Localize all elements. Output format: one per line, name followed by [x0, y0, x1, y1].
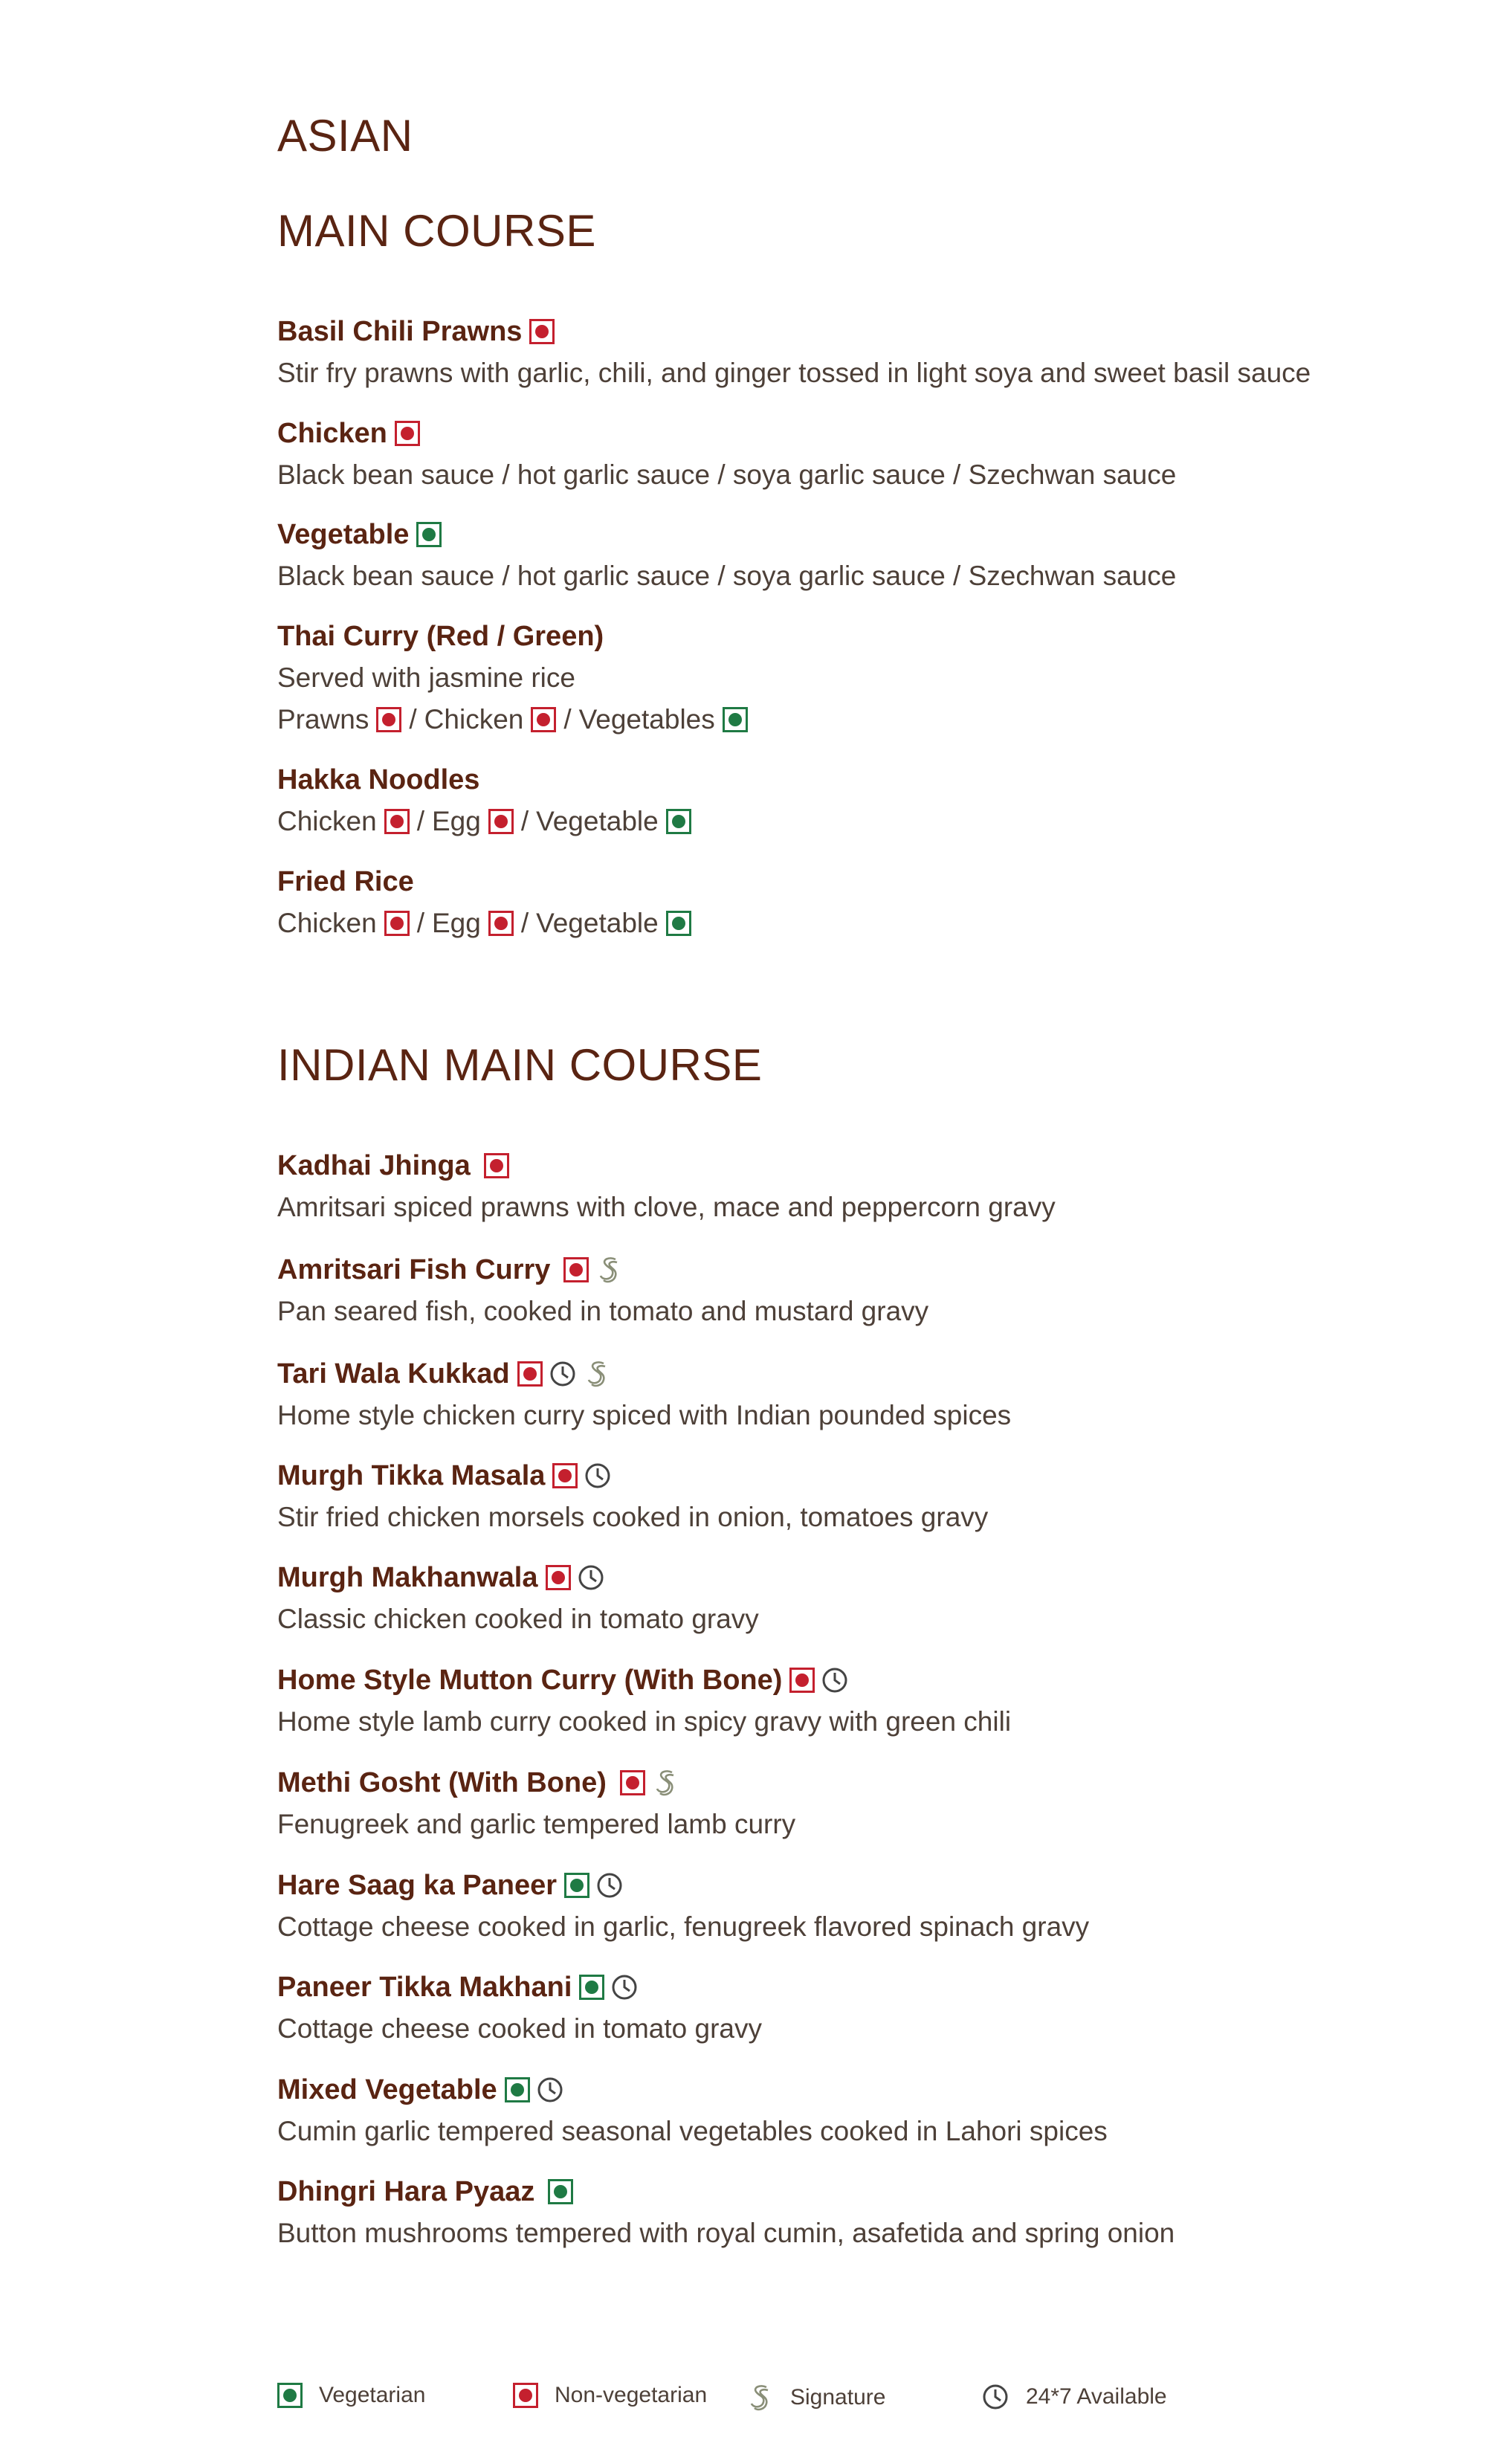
item-title: Home Style Mutton Curry (With Bone) [277, 1664, 783, 1696]
non-veg-icon [552, 1463, 578, 1488]
non-veg-icon [529, 319, 555, 344]
legend-non-vegetarian [513, 2383, 707, 2408]
item-description: Served with jasmine rice [277, 662, 575, 693]
item-options: Prawns / Chicken / Vegetables [277, 699, 1437, 740]
veg-icon [564, 1873, 589, 1898]
non-veg-icon [488, 809, 514, 834]
option-label: Chicken [277, 908, 377, 938]
section-heading-indian: INDIAN MAIN COURSE [277, 1040, 763, 1090]
menu-item [277, 1557, 1437, 1640]
item-description: Black bean sauce / hot garlic sauce / soya garlic sauce / Szechwan sauce [277, 561, 1177, 591]
option-label: Egg [431, 908, 481, 938]
veg-icon [548, 2179, 573, 2204]
option-label: Chicken [424, 704, 524, 735]
menu-item [277, 1249, 1437, 1332]
item-description: Classic chicken cooked in tomato gravy [277, 1604, 759, 1634]
menu-item [277, 1353, 1437, 1436]
option-label: Vegetable [536, 806, 659, 836]
menu-item [277, 861, 1437, 944]
signature-icon [595, 1255, 623, 1285]
non-veg-icon [376, 707, 401, 732]
veg-icon [666, 911, 691, 936]
non-veg-icon [517, 1361, 543, 1387]
non-veg-icon [789, 1668, 815, 1693]
non-veg-icon [546, 1565, 571, 1590]
menu-item [277, 759, 1437, 842]
item-description: Fenugreek and garlic tempered lamb curry [277, 1809, 796, 1839]
non-veg-icon [531, 707, 556, 732]
signature-icon [651, 1768, 679, 1798]
clock-icon [595, 1871, 624, 1900]
item-description: Home style chicken curry spiced with Indian pounded spices [277, 1400, 1012, 1430]
veg-icon [723, 707, 748, 732]
legend-label: Vegetarian [319, 2383, 426, 2407]
item-title: Dhingri Hara Pyaaz [277, 2175, 535, 2207]
option-label: Prawns [277, 704, 369, 735]
clock-icon [584, 1462, 612, 1490]
option-label: Vegetable [536, 908, 659, 938]
item-title: Thai Curry (Red / Green) [277, 620, 604, 652]
item-description: Stir fried chicken morsels cooked in onion, tomatoes gravy [277, 1502, 989, 1532]
non-veg-icon [620, 1770, 645, 1795]
menu-item [277, 1762, 1437, 1845]
item-title: Vegetable [277, 518, 410, 550]
item-description: Button mushrooms tempered with royal cumin, asafetida and spring onion [277, 2218, 1175, 2248]
menu-item [277, 2069, 1437, 2152]
clock-icon [821, 1666, 849, 1694]
legend-label: Non-vegetarian [555, 2383, 708, 2407]
veg-icon [277, 2383, 303, 2408]
menu-item [277, 1455, 1437, 1538]
non-veg-icon [563, 1257, 589, 1282]
item-title: Basil Chili Prawns [277, 315, 523, 347]
item-title: Methi Gosht (With Bone) [277, 1766, 607, 1798]
veg-icon [666, 809, 691, 834]
item-title: Tari Wala Kukkad [277, 1358, 510, 1390]
item-title: Fried Rice [277, 865, 414, 897]
veg-icon [416, 522, 442, 547]
menu-item [277, 1659, 1437, 1743]
non-veg-icon [513, 2383, 538, 2408]
menu-item [277, 413, 1437, 496]
legend [277, 2383, 1318, 2420]
item-title: Chicken [277, 417, 387, 449]
menu-item [277, 514, 1437, 597]
option-label: Vegetables [578, 704, 715, 735]
item-title: Murgh Tikka Masala [277, 1459, 546, 1491]
clock-icon [610, 1973, 639, 2001]
section-heading-main-course: MAIN COURSE [277, 206, 596, 256]
non-veg-icon [484, 1153, 509, 1178]
item-title: Hakka Noodles [277, 764, 480, 795]
item-options: Chicken / Egg / Vegetable [277, 903, 1437, 944]
item-description: Cottage cheese cooked in tomato gravy [277, 2013, 762, 2044]
veg-icon [579, 1975, 604, 2000]
item-title: Paneer Tikka Makhani [277, 1971, 572, 2003]
clock-icon [549, 1360, 577, 1388]
legend-label: 24*7 Available [1026, 2384, 1167, 2409]
option-label: Egg [431, 806, 481, 836]
menu-item [277, 1145, 1437, 1228]
item-description: Cumin garlic tempered seasonal vegetables cooked in Lahori spices [277, 2116, 1108, 2146]
non-veg-icon [488, 911, 514, 936]
item-title: Kadhai Jhinga [277, 1149, 471, 1181]
menu-item [277, 1966, 1437, 2050]
menu-item [277, 616, 1437, 740]
option-label: Chicken [277, 806, 377, 836]
legend-available [981, 2383, 1167, 2411]
legend-signature [746, 2383, 885, 2412]
item-title: Murgh Makhanwala [277, 1561, 538, 1593]
non-veg-icon [395, 421, 420, 446]
clock-icon [577, 1563, 605, 1592]
menu-item [277, 2171, 1437, 2254]
clock-icon [536, 2076, 564, 2104]
veg-icon [505, 2077, 530, 2102]
item-description: Stir fry prawns with garlic, chili, and ginger tossed in light soya and sweet basil sauce [277, 358, 1311, 388]
item-title: Mixed Vegetable [277, 2073, 497, 2105]
non-veg-icon [384, 911, 410, 936]
menu-item [277, 311, 1437, 394]
menu-item [277, 1865, 1437, 1948]
item-title: Amritsari Fish Curry [277, 1253, 551, 1285]
legend-vegetarian [277, 2383, 425, 2408]
section-heading-asian: ASIAN [277, 111, 413, 161]
item-description: Black bean sauce / hot garlic sauce / soya garlic sauce / Szechwan sauce [277, 459, 1177, 490]
item-description: Amritsari spiced prawns with clove, mace and peppercorn gravy [277, 1192, 1056, 1222]
signature-icon [746, 2383, 774, 2412]
item-description: Cottage cheese cooked in garlic, fenugreek flavored spinach gravy [277, 1911, 1090, 1942]
item-options: Chicken / Egg / Vegetable [277, 801, 1437, 842]
signature-icon [583, 1359, 611, 1389]
non-veg-icon [384, 809, 410, 834]
item-title: Hare Saag ka Paneer [277, 1869, 558, 1901]
legend-label: Signature [790, 2385, 886, 2410]
item-description: Pan seared fish, cooked in tomato and mustard gravy [277, 1296, 929, 1326]
item-description: Home style lamb curry cooked in spicy gravy with green chili [277, 1706, 1012, 1737]
clock-icon [981, 2383, 1009, 2411]
